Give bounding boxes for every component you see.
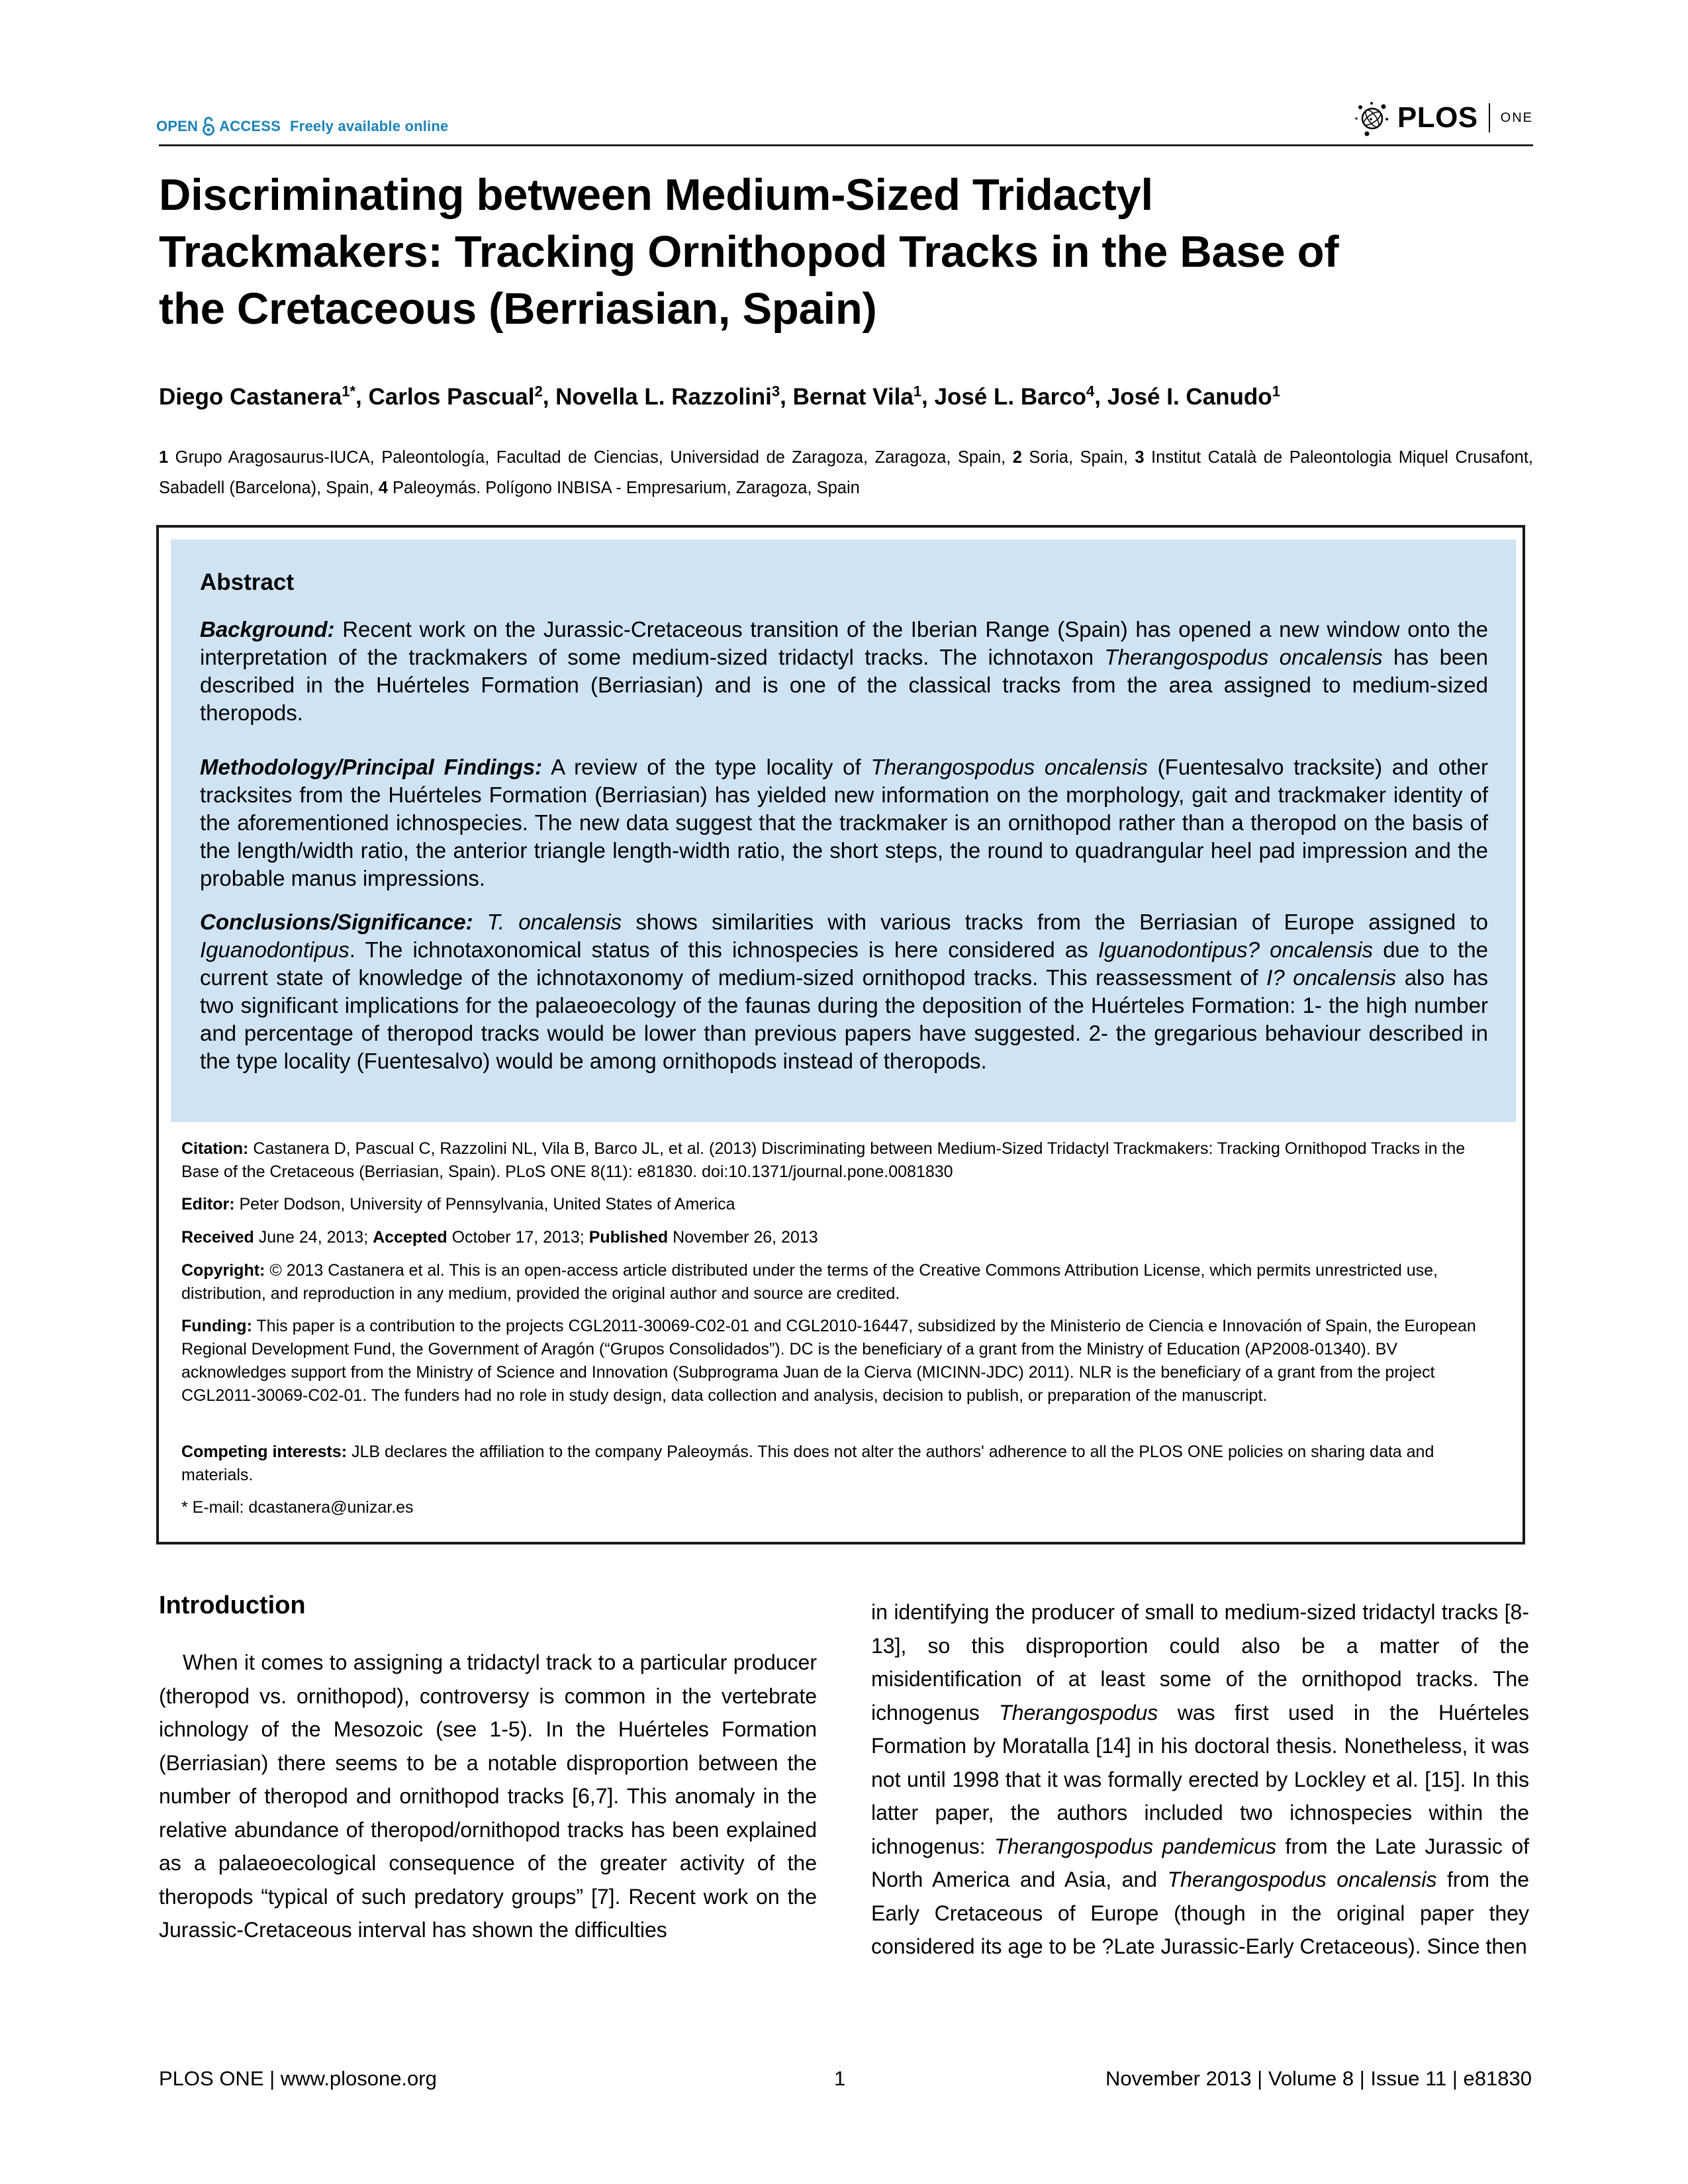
intro-column-left: When it comes to assigning a tridactyl track to a particular producer (theropod vs. ornithopod), controversy is common in the vertebrate ichnology of the Mesozoic (see 1-5). In the Huérteles Formation (Berriasian) there seems to be a notable disproportion between the number of theropod and ornithopod tracks [6,7]. This anomaly in the relative abundance of theropod/ornithopod tracks has been explained as a palaeoecological consequence of the greater activity of the theropods “typical of such predatory groups” [7]. Recent work on the Jurassic-Cretaceous interval has shown the difficulties	[159, 1650, 817, 1942]
plos-one-logo	[1354, 99, 1533, 136]
author: Bernat Vila$^1$	[792, 383, 922, 410]
footer-issue: November 2013 | Volume 8 | Issue 11 | e81830	[1105, 2067, 1532, 2090]
title-line: Trackmakers: Tracking Ornithopod Tracks in the Base of	[159, 227, 1339, 277]
citation: Citation: Castanera D, Pascual C, Razzolini NL, Vila B, Barco JL, et al. (2013) Discriminating between Medium-Sized Tridactyl Trackmakers: Tracking Ornithopod Tracks in the Base of the Cretaceous (Berriasian, Spain). PLoS ONE 8(11): e81830. doi:10.1371/journal.pone.0081830	[181, 1139, 1466, 1181]
plos-globe-icon	[1354, 99, 1391, 136]
corresponding-email[interactable]: * E-mail: dcastanera@unizar.es	[181, 1498, 414, 1517]
footer-journal: PLOS ONE | www.plosone.org	[159, 2067, 437, 2090]
one-wordmark: ONE	[1500, 110, 1533, 125]
open-access-badge	[156, 117, 448, 136]
access-label: ACCESS	[219, 118, 281, 134]
title-line: the Cretaceous (Berriasian, Spain)	[159, 284, 877, 334]
abstract-methodology: Methodology/Principal Findings: A review of the type locality of Therangospodus oncalensis (Fuentesalvo tracksite) and other tracksites from the Huérteles Formation (Berriasian) has yielded new information on the morphology, gait and trackmaker identity of the aforementioned ichnospecies. The new data suggest that the trackmaker is an ornithopod rather than a theropod on the basis of the length/width ratio, the anterior triangle length-width ratio, the short steps, the round to quadrangular heel pad impression and the probable manus impressions.	[200, 755, 1488, 890]
freely-available-label: Freely available online	[290, 118, 449, 134]
author: José L. Barco$^4$	[934, 383, 1095, 410]
header-rule	[159, 144, 1533, 146]
paper-title	[159, 167, 1542, 338]
logo-divider	[1489, 103, 1490, 132]
author: José I. Canudo$^1$	[1107, 383, 1280, 410]
abstract-background: Background: Recent work on the Jurassic-Cretaceous transition of the Iberian Range (Spain) has opened a new window onto the interpretation of the trackmakers of some medium-sized tridactyl tracks. The ichnotaxon Therangospodus oncalensis has been described in the Huérteles Formation (Berriasian) and is one of the classical tracks from the area assigned to medium-sized theropods.	[200, 617, 1488, 725]
abstract-heading: Abstract	[200, 569, 294, 595]
page-number: 1	[834, 2067, 846, 2090]
open-lock-icon	[202, 117, 215, 136]
author: Diego Castanera$^{1*}$	[159, 383, 356, 410]
copyright: Copyright: © 2013 Castanera et al. This is an open-access article distributed under the terms of the Creative Commons Attribution License, which permits unrestricted use, distribution, and reproduction in any medium, provided the original author and source are credited.	[181, 1261, 1438, 1303]
intro-column-right: in identifying the producer of small to medium-sized tridactyl tracks [8-13], so this disproportion could also be a matter of the misidentification of at least some of the ornithopod tracks. The ichnogenus Therangospodus was first used in the Huérteles Formation by Moratalla [14] in his doctoral thesis. Nonetheless, it was not until 1998 that it was formally erected by Lockley et al. [15]. In this latter paper, the authors included two ichnospecies within the ichnogenus: Therangospodus pandemicus from the Late Jurassic of North America and Asia, and Therangospodus oncalensis from the Early Cretaceous of Europe (though in the original paper they considered its age to be ?Late Jurassic-Early Cretaceous). Since then	[871, 1600, 1530, 1958]
plos-wordmark: PLOS	[1397, 101, 1478, 134]
competing-interests: Competing interests: JLB declares the affiliation to the company Paleoymás. This does not alter the authors' adherence to all the PLOS ONE policies on sharing data and materials.	[181, 1443, 1434, 1484]
author-list: Diego Castanera$^{1*}$, Carlos Pascual$^2$, Novella L. Razzolini$^3$, Bernat Vila$^1$, José L. Barco$^4$, José I. Canudo$^1$	[159, 383, 1280, 410]
title-line: Discriminating between Medium-Sized Tridactyl	[159, 170, 1153, 220]
publication-dates: Received June 24, 2013; Accepted October 17, 2013; Published November 26, 2013	[181, 1228, 818, 1247]
abstract-conclusions: Conclusions/Significance: T. oncalensis shows similarities with various tracks from the Berriasian of Europe assigned to Iguanodontipus. The ichnotaxonomical status of this ichnospecies is here considered as Iguanodontipus? oncalensis due to the current state of knowledge of the ichnotaxonomy of medium-sized ornithopod tracks. This reassessment of I? oncalensis also has two significant implications for the palaeoecology of the faunas during the deposition of the Huérteles Formation: 1- the high number and percentage of theropod tracks would be lower than previous papers have suggested. 2- the gregarious behaviour described in the type locality (Fuentesalvo) would be among ornithopods instead of theropods.	[200, 910, 1488, 1073]
introduction-heading: Introduction	[159, 1591, 306, 1619]
author: Novella L. Razzolini$^3$	[555, 383, 780, 410]
open-access-label: OPEN	[156, 118, 199, 134]
affiliations: 1 Grupo Aragosaurus-IUCA, Paleontología, Facultad de Ciencias, Universidad de Zaragoza, Zaragoza, Spain, 2 Soria, Spain, 3 Institut Català de Paleontologia Miquel Crusafont, Sabadell (Barcelona), Spain, 4 Paleoymás. Polígono INBISA - Empresarium, Zaragoza, Spain	[159, 448, 1533, 497]
editor: Editor: Peter Dodson, University of Pennsylvania, United States of America	[181, 1195, 735, 1213]
author: Carlos Pascual$^2$	[368, 383, 543, 410]
funding: Funding: This paper is a contribution to the projects CGL2011-30069-C02-01 and CGL2010-16447, subsidized by the Ministerio de Ciencia e Innovación of Spain, the European Regional Development Fund, the Government of Aragón (“Grupos Consolidados”). DC is the beneficiary of a grant from the Ministry of Education (AP2008-01340). BV acknowledges support from the Ministry of Science and Innovation (Subprograma Juan de la Cierva (MICINN-JDC) 2011). NLR is the beneficiary of a grant from the project CGL2011-30069-C02-01. The funders had no role in study design, data collection and analysis, decision to publish, or preparation of the manuscript.	[181, 1317, 1476, 1405]
